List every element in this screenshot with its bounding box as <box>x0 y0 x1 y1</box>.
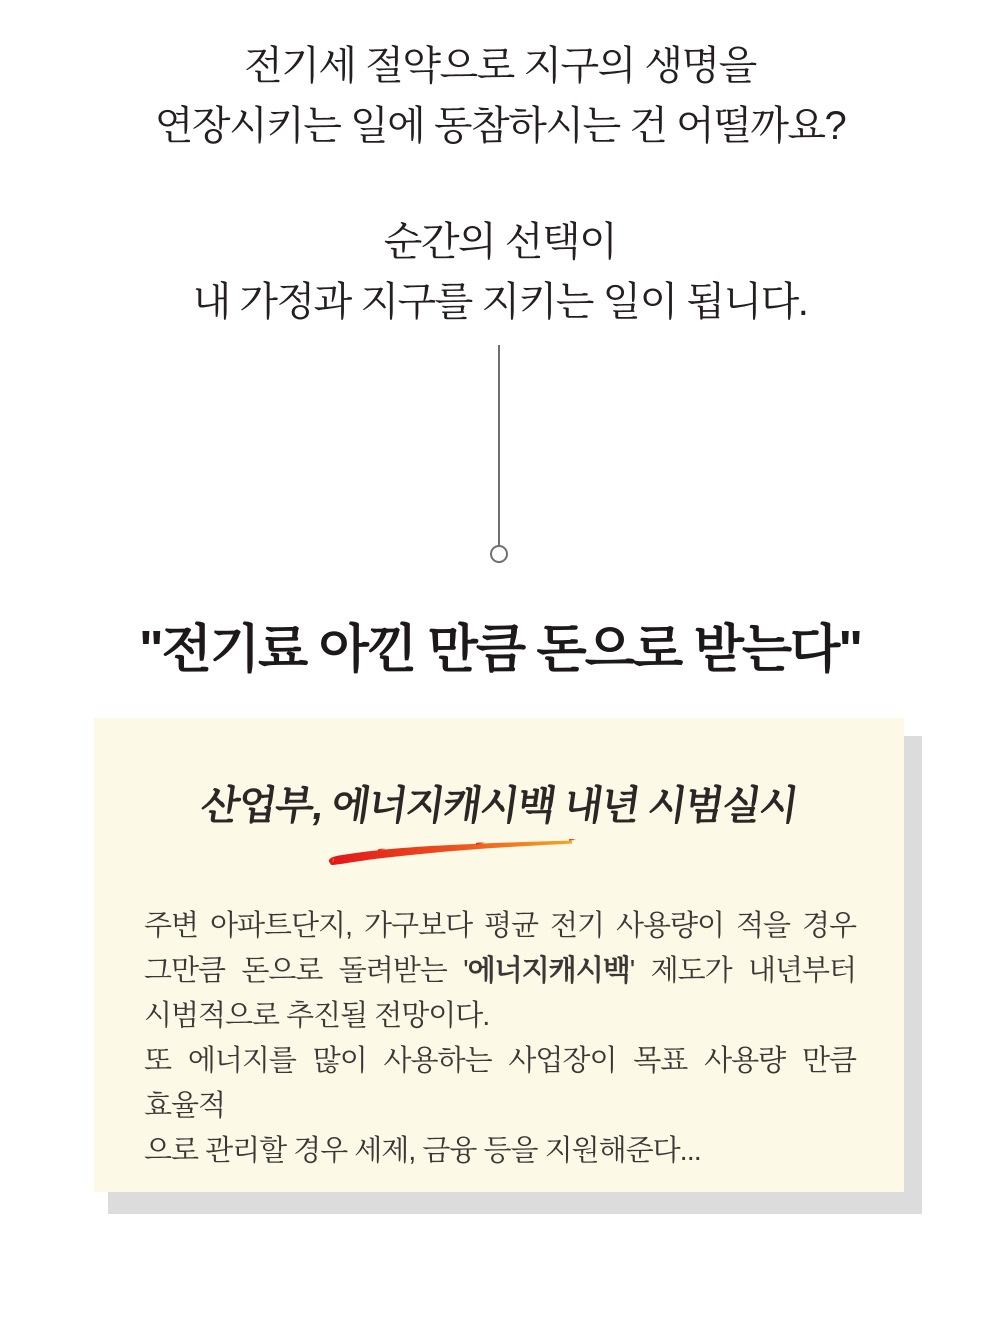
article-line: 또 에너지를 많이 사용하는 사업장이 목표 사용량 만큼 효율적 <box>144 1045 856 1122</box>
brush-underline-icon <box>326 836 578 866</box>
article-body <box>144 904 856 1174</box>
article-line: 으로 관리할 경우 세제, 금융 등을 지원해준다... <box>144 1135 701 1167</box>
intro-heading-line-2: 연장시키는 일에 동참하시는 건 어떨까요? <box>154 104 846 148</box>
card-title: 산업부, 에너지캐시백 내년 시범실시 <box>198 784 800 828</box>
intro-subheading <box>0 212 1000 332</box>
intro-heading <box>0 36 1000 156</box>
intro-subheading-line-1: 순간의 선택이 <box>383 220 617 264</box>
article-line: 그만큼 돈으로 돌려받는 '에너지캐시백' 제도가 내년부터 <box>144 955 857 987</box>
divider-line <box>498 345 500 545</box>
intro-heading-line-1: 전기세 절약으로 지구의 생명을 <box>244 44 756 88</box>
article-line: 시범적으로 추진될 전망이다. <box>144 1000 490 1032</box>
intro-subheading-line-2: 내 가정과 지구를 지키는 일이 됩니다. <box>192 280 808 324</box>
article-line: 주변 아파트단지, 가구보다 평균 전기 사용량이 적을 경우 <box>144 910 856 942</box>
quote-heading: "전기료 아낀 만큼 돈으로 받는다" <box>138 621 862 679</box>
divider-circle <box>490 545 508 563</box>
news-card <box>94 718 904 1192</box>
